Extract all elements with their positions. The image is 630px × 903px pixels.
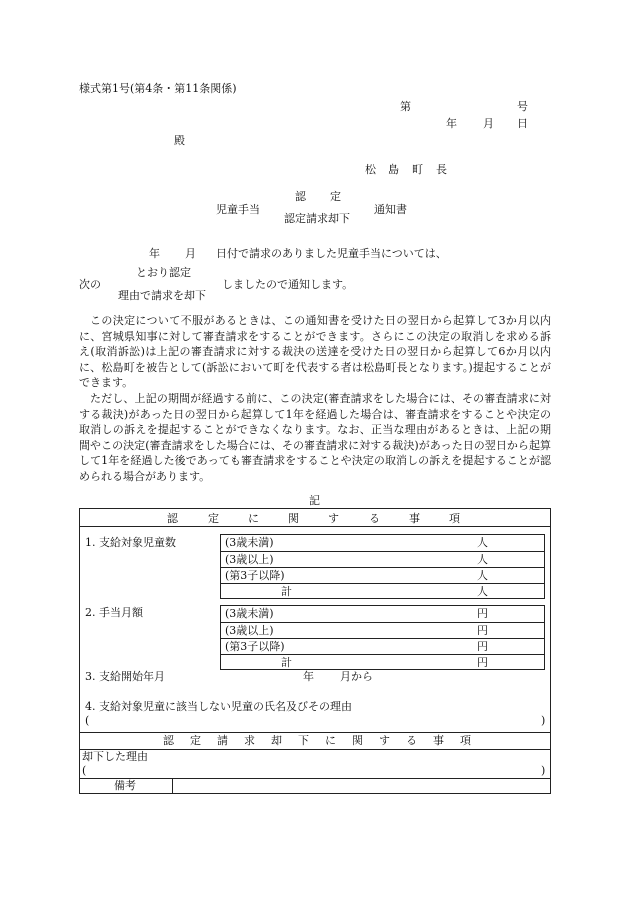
remarks-field[interactable] bbox=[180, 779, 540, 793]
intro-choice-approve: とおり認定 bbox=[136, 266, 191, 279]
notice-paragraph-1: この決定について不服があるときは、この通知書を受けた日の翌日から起算して3か月以内に、宮城県知事に対して審査請求をすることができます。さらにこの決定の取消しを求める訴え(取消訴訟)は上記の審査請求に対する裁決の送達を受けた日の翌日から起算して6か月以内に、松島町を被告として(訴訟において町を代表する者は松島町長となります。)提起することができます。 bbox=[79, 314, 551, 389]
intro-year: 年 bbox=[149, 247, 160, 260]
reject-close-paren: ) bbox=[541, 764, 546, 777]
form-number: 様式第1号(第4条・第11条関係) bbox=[79, 82, 237, 95]
child-count-box bbox=[220, 534, 545, 599]
reject-open-paren: ( bbox=[82, 764, 87, 777]
item-child-count-label: 1. 支給対象児童数 bbox=[85, 536, 176, 549]
ineligible-open-paren: ( bbox=[85, 714, 90, 727]
child-count-row: (第3子以降) 人 bbox=[221, 567, 544, 584]
intro-tsugino: 次の bbox=[79, 278, 101, 291]
number-dai: 第 bbox=[400, 100, 411, 113]
child-count-row: (3歳以上) 人 bbox=[221, 551, 544, 568]
notice-paragraph-2: ただし、上記の期間が経過する前に、この決定(審査請求をした場合には、その審査請求に対する裁決)があった日の翌日から起算して1年を経過した場合は、審査請求をすることや決定の取消しの訴えを提起することができなくなります。なお、正当な理由があるときは、上記の期間やこの決定(審査請求をした場合には、その審査請求に対する裁決)があった日の翌日から起算して1年を経過した後であっても審査請求をすることや決定の取消しの訴えを提起することが認められる場合があります。 bbox=[79, 392, 551, 483]
intro-text-end: しましたので通知します。 bbox=[222, 278, 354, 291]
intro-month: 月 bbox=[185, 247, 196, 260]
monthly-amount-row: (3歳以上) 円 bbox=[221, 622, 544, 639]
number-go: 号 bbox=[517, 100, 528, 113]
intro-choice-reject: 理由で請求を却下 bbox=[118, 289, 206, 302]
child-count-row: (3歳未満) 人 bbox=[225, 536, 488, 549]
child-count-total-row: 計 人 bbox=[221, 583, 544, 600]
monthly-amount-total-row: 計 円 bbox=[221, 654, 544, 671]
start-year-unit: 年 bbox=[303, 670, 314, 683]
monthly-amount-row: (第3子以降) 円 bbox=[221, 638, 544, 655]
ki-heading: 記 bbox=[309, 494, 320, 507]
remarks-label: 備考 bbox=[114, 779, 136, 792]
start-month-unit: 月から bbox=[340, 670, 373, 683]
ineligible-close-paren: ) bbox=[541, 714, 546, 727]
date-day: 日 bbox=[517, 117, 528, 130]
intro-text: 日付で請求のありました児童手当については、 bbox=[216, 247, 447, 260]
date-year: 年 bbox=[446, 117, 457, 130]
details-table: 認 定 に 関 す る 事 項 1. 支給対象児童数 (3歳未満) 人 (3歳以上) 人 (第3子以降) 人 計 人 2. 手当月額 (3歳未満) 円 (3歳以上) 円 (第3子以降) 円 計 円 3. 支給開始年月 年 月から 4. 支給対象児童に該当しない児童の氏名及びその理由 ( ) 認 定 請 求 却 下 に 関 す る 事 項 却下した理由 ( ) 備考 bbox=[79, 508, 551, 794]
item-ineligible-label: 4. 支給対象児童に該当しない児童の氏名及びその理由 bbox=[85, 700, 352, 713]
item-start-month-label: 3. 支給開始年月 bbox=[85, 670, 165, 683]
reject-reason-label: 却下した理由 bbox=[82, 750, 148, 763]
recipient-dono: 殿 bbox=[174, 134, 185, 147]
date-month: 月 bbox=[483, 117, 494, 130]
monthly-amount-box bbox=[220, 605, 545, 670]
item-monthly-amount-label: 2. 手当月額 bbox=[85, 606, 143, 619]
monthly-amount-row: (3歳未満) 円 bbox=[225, 607, 488, 620]
